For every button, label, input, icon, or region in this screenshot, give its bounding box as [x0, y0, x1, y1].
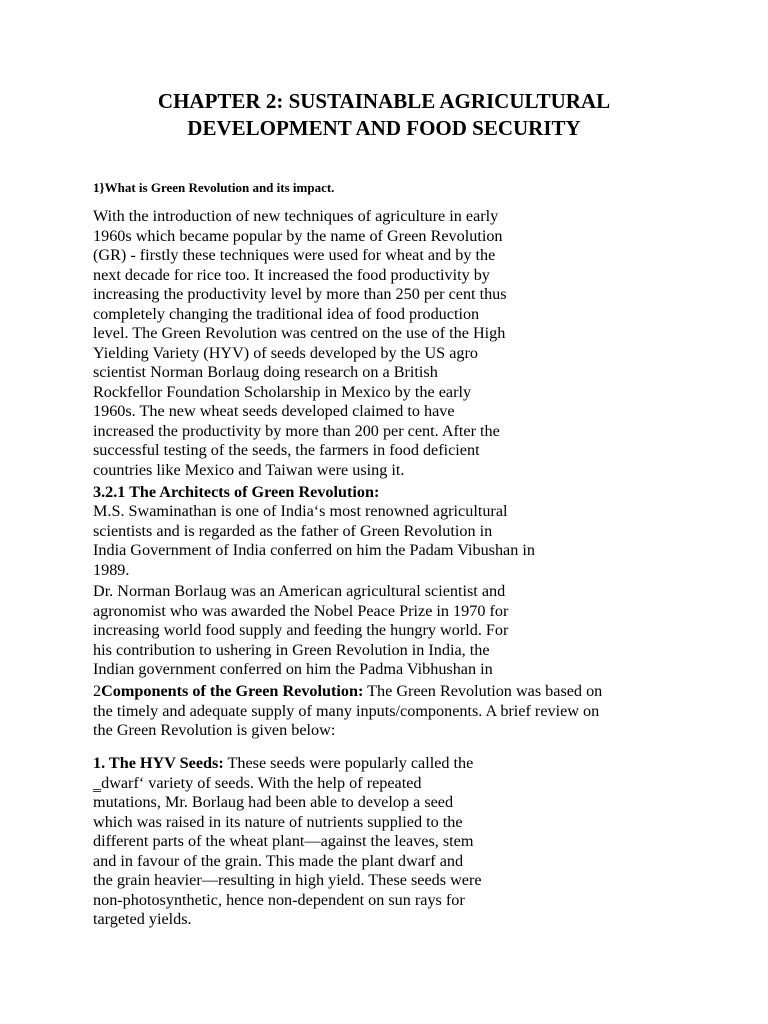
components-heading: Components of the Green Revolution:: [101, 682, 364, 700]
text-line: 1960s. The new wheat seeds developed claimed to have: [93, 402, 455, 420]
text-line: 1989.: [93, 560, 130, 579]
text-line: M.S. Swaminathan is one of India‘s most renowned agricultural: [93, 502, 508, 520]
hyv-paragraph: [93, 754, 482, 930]
hyv-text: dwarf‘ variety of seeds. With the help of repeated: [101, 773, 422, 792]
borlaug-paragraph: [93, 582, 508, 680]
text-line: increasing the productivity level by more than 250 per cent thus: [93, 285, 507, 303]
text-line: targeted yields.: [93, 910, 192, 928]
text-line: the timely and adequate supply of many inputs/components. A brief review on: [93, 701, 600, 720]
text-line: (GR) - firstly these techniques were used for wheat and by the: [93, 246, 496, 264]
components-prefix: 2: [93, 682, 102, 700]
hyv-heading: 1. The HYV Seeds:: [93, 754, 224, 772]
text-line: agronomist who was awarded the Nobel Peace Prize in 1970 for: [93, 601, 509, 620]
text-line: different parts of the wheat plant—against the leaves, stem: [93, 832, 474, 850]
text-line: successful testing of the seeds, the farmers in food deficient: [93, 441, 480, 459]
text-line: and in favour of the grain. This made the plant dwarf and: [93, 851, 464, 870]
text-line: [93, 774, 482, 794]
text-line: level. The Green Revolution was centred on the use of the High: [93, 324, 506, 342]
text-line: completely changing the traditional idea of food production: [93, 304, 480, 323]
text-line: Dr. Norman Borlaug was an American agricultural scientist and: [93, 582, 506, 600]
text-line: Rockfellor Foundation Scholarship in Mexico by the early: [93, 382, 472, 401]
text-line: increasing world food supply and feeding the hungry world. For: [93, 621, 509, 639]
text-line: increased the productivity by more than 200 per cent. After the: [93, 421, 500, 440]
text-line: which was raised in its nature of nutrients supplied to the: [93, 812, 463, 831]
text-line: scientist Norman Borlaug doing research on a British: [93, 363, 438, 381]
text-line: Indian government conferred on him the Padma Vibhushan in: [93, 660, 493, 678]
chapter-title-line: CHAPTER 2: SUSTAINABLE AGRICULTURAL: [157, 89, 611, 113]
text-line: India Government of India conferred on him the Padam Vibushan in: [93, 541, 535, 559]
text-line: the Green Revolution is given below:: [93, 721, 336, 739]
text-line: next decade for rice too. It increased the food productivity by: [93, 265, 490, 284]
architects-heading: 3.2.1 The Architects of Green Revolution:: [93, 483, 380, 501]
text-line: non-photosynthetic, hence non-dependent on sun rays for: [93, 890, 465, 909]
text-line: scientists and is regarded as the father of Green Revolution in: [93, 521, 493, 540]
text-line: Yielding Variety (HYV) of seeds developed by the US agro: [93, 343, 478, 362]
text-line: mutations, Mr. Borlaug had been able to develop a seed: [93, 793, 454, 811]
swaminathan-paragraph: [93, 502, 535, 580]
text-line: his contribution to ushering in Green Revolution in India, the: [93, 640, 490, 659]
chapter-title: [84, 88, 684, 142]
text-line: [93, 682, 602, 702]
text-line: 1960s which became popular by the name of Green Revolution: [93, 226, 503, 245]
intro-paragraph: [93, 207, 507, 480]
question-heading: 1}What is Green Revolution and its impact.: [93, 180, 335, 195]
text-line: the grain heavier—resulting in high yield. These seeds were: [93, 871, 482, 889]
text-line: countries like Mexico and Taiwan were using it.: [93, 460, 405, 479]
hyv-text: These seeds were popularly called the: [223, 754, 474, 772]
quote-mark: ‗: [93, 773, 102, 792]
components-text: The Green Revolution was based on: [363, 682, 603, 700]
text-line: With the introduction of new techniques of agriculture in early: [93, 207, 499, 225]
architects-heading-block: [93, 483, 379, 503]
text-line: [93, 754, 482, 774]
components-paragraph: [93, 682, 602, 741]
chapter-title-line: DEVELOPMENT AND FOOD SECURITY: [187, 116, 581, 140]
